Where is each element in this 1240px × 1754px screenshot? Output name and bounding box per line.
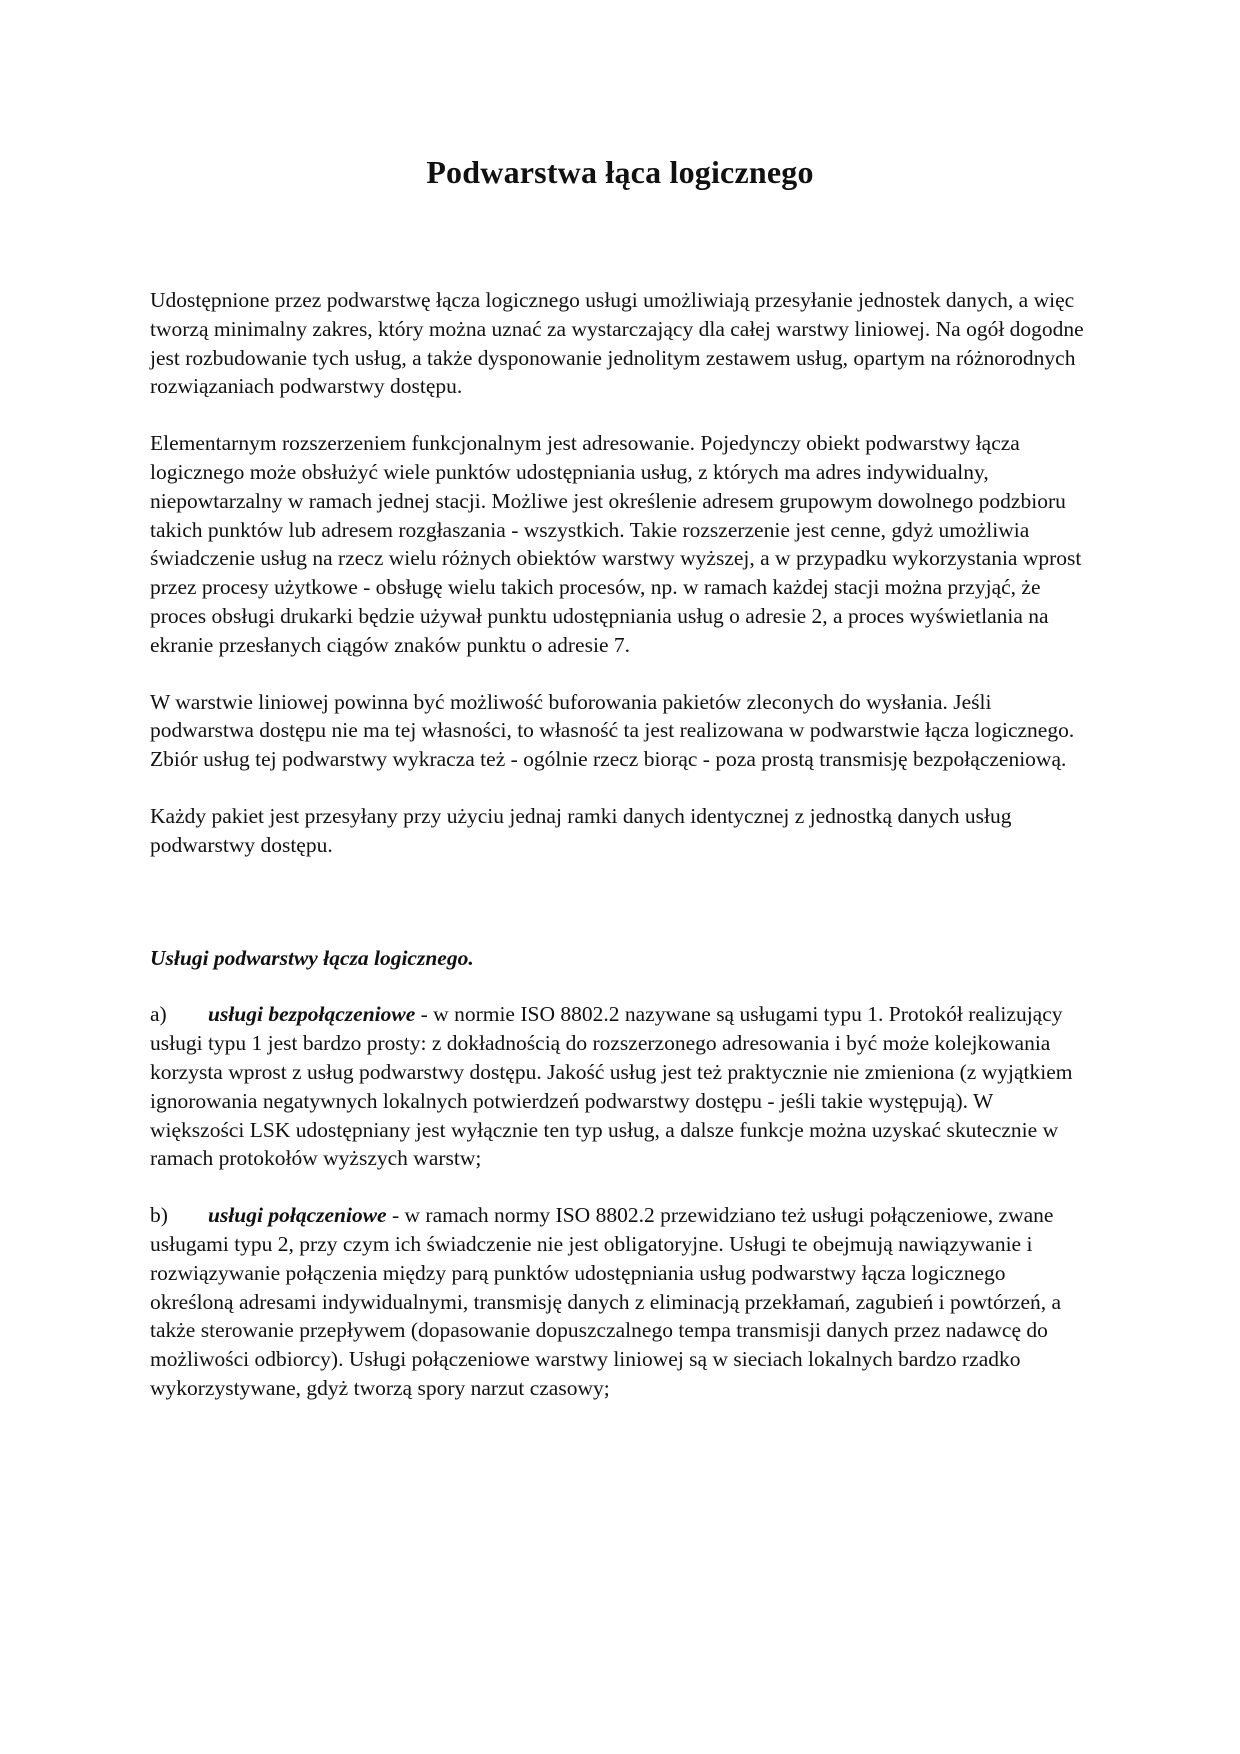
paragraph-buffering: W warstwie liniowej powinna być możliwość buforowania pakietów zleconych do wysłania. Jeśli podwarstwa dostępu nie ma tej własności, to własność ta jest realizowana w podwarstwie łącza logicznego. Zbiór usług tej podwarstwy wykracza też - ogólnie rzecz biorąc - poza prostą transmisję bezpołączeniową. bbox=[150, 689, 1075, 772]
list-item-connection-oriented bbox=[150, 1201, 1090, 1403]
item-description: - w normie ISO 8802.2 nazywane są usługami typu 1. Protokół realizujący usługi typu 1 jest bardzo prosty: z dokładnością do rozszerzonego adresowania i być może kolejkowania korzysta wprost z usług podwarstwy dostępu. Jakość usług jest też praktycznie nie zmieniona (z wyjątkiem ignorowania negatywnych lokalnych potwierdzeń podwarstwy dostępu - jeśli takie występują). W większości LSK udostępniany jest wyłącznie ten typ usług, a dalsze funkcje można uzyskać skutecznie w ramach protokołów wyższych warstw; bbox=[150, 1002, 1073, 1171]
paragraph-packet: Każdy pakiet jest przesyłany przy użyciu jednaj ramki danych identycznej z jednostką danych usług podwarstwy dostępu. bbox=[150, 803, 1012, 857]
paragraph-intro: Udostępnione przez podwarstwę łącza logicznego usługi umożliwiają przesyłanie jednostek danych, a więc tworzą minimalny zakres, który można uznać za wystarczający dla całej warstwy liniowej. Na ogół dogodne jest rozbudowanie tych usług, a także dysponowanie jednolitym zestawem usług, opartym na różnorodnych rozwiązaniach podwarstwy dostępu. bbox=[150, 288, 1084, 399]
item-marker: a) bbox=[150, 1002, 167, 1027]
item-description: - w ramach normy ISO 8802.2 przewidziano też usługi połączeniowe, zwane usługami typu 2, przy czym ich świadczenie nie jest obligatoryjne. Usługi te obejmują nawiązywanie i rozwiązywanie połączenia między parą punktów udostępniania usług podwarstwy łącza logicznego określoną adresami indywidualnymi, transmisję danych z eliminacją przekłamań, zagubień i powtórzeń, a także sterowanie przepływem (dopasowanie dopuszczalnego tempa transmisji danych przez nadawcę do możliwości odbiorcy). Usługi połączeniowe warstwy liniowej są w sieciach lokalnych bardzo rzadko wykorzystywane, gdyż tworzą spory narzut czasowy; bbox=[150, 1203, 1062, 1400]
document-page bbox=[150, 150, 1090, 1431]
item-term: usługi połączeniowe bbox=[208, 1203, 387, 1228]
section-heading: Usługi podwarstwy łącza logicznego. bbox=[150, 945, 474, 970]
item-marker: b) bbox=[150, 1203, 168, 1228]
document-title: Podwarstwa łąca logicznego bbox=[426, 154, 814, 190]
paragraph-addressing: Elementarnym rozszerzeniem funkcjonalnym jest adresowanie. Pojedynczy obiekt podwarstwy łącza logicznego może obsłużyć wiele punktów udostępniania usług, z których ma adres indywidualny, niepowtarzalny w ramach jednej stacji. Możliwe jest określenie adresem grupowym dowolnego podzbioru takich punktów lub adresem rozgłaszania - wszystkich. Takie rozszerzenie jest cenne, gdyż umożliwia świadczenie usług na rzecz wielu różnych obiektów warstwy wyższej, a w przypadku wykorzystania wprost przez procesy użytkowe - obsługę wielu takich procesów, np. w ramach każdej stacji można przyjąć, że proces obsługi drukarki będzie używał punktu udostępniania usług o adresie 2, a proces wyświetlania na ekranie przesłanych ciągów znaków punktu o adresie 7. bbox=[150, 431, 1082, 657]
document-body bbox=[150, 286, 1090, 1403]
list-item-connectionless bbox=[150, 1000, 1090, 1173]
item-term: usługi bezpołączeniowe bbox=[208, 1002, 416, 1027]
